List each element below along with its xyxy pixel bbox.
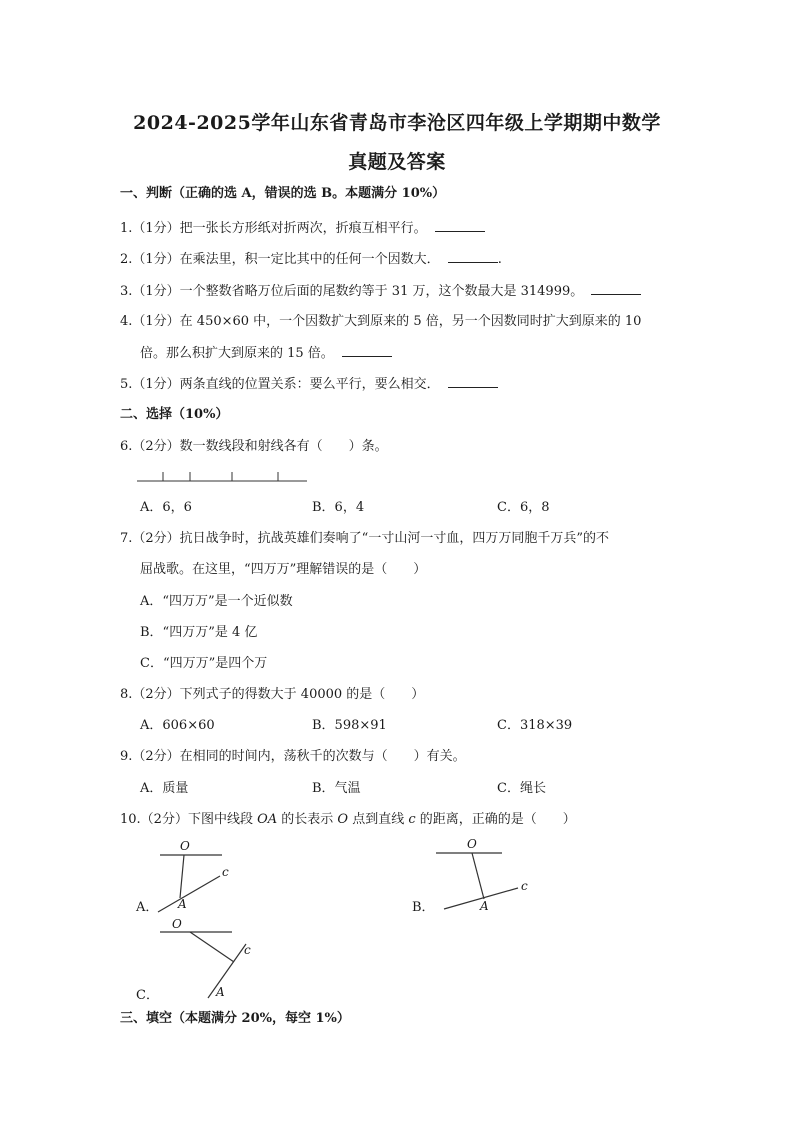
q4-line2 <box>140 344 392 362</box>
q10-option-b[interactable]: B． <box>412 900 435 915</box>
q1 <box>120 219 485 237</box>
fig-c-label-c: c <box>244 943 251 957</box>
doc-title-line2: 真题及答案 <box>348 151 446 173</box>
q10-figure-a <box>150 836 250 916</box>
q10-o: O <box>337 812 349 827</box>
section3-heading: 三、填空（本题满分 20%，每空 1%） <box>120 1011 350 1026</box>
q8-text: 8.（2分）下列式子的得数大于 40000 的是（ ） <box>120 687 425 702</box>
q10-prefix: 10.（2分）下图中线段 <box>120 812 258 827</box>
q9-text: 9.（2分）在相同的时间内，荡秋千的次数与（ ）有关。 <box>120 749 466 764</box>
q5 <box>120 375 498 393</box>
fig-a-label-a: A <box>178 897 187 911</box>
q10-suffix: 的距离，正确的是（ ） <box>415 812 576 827</box>
q7-line2: 屈战歌。在这里，“四万万”理解错误的是（ ） <box>140 562 427 577</box>
fig-b-label-c: c <box>521 879 528 893</box>
q9-option-b[interactable]: B．气温 <box>312 781 361 796</box>
q6-segment-figure <box>135 468 310 486</box>
q6-option-c[interactable]: C．6，8 <box>497 500 550 515</box>
section2-heading: 二、选择（10%） <box>120 407 229 422</box>
fig-b-segment-oa <box>472 853 484 899</box>
q10-oa: OA <box>257 812 278 827</box>
q6-text: 6.（2分）数一数线段和射线各有（ ）条。 <box>120 439 388 454</box>
fig-c-line-c <box>208 944 246 998</box>
q7-option-b[interactable]: B．“四万万”是 4 亿 <box>140 625 258 640</box>
q2-text: 2.（1分）在乘法里，积一定比其中的任何一个因数大． <box>120 252 440 267</box>
q10-mid2: 点到直线 <box>348 812 409 827</box>
fig-b-label-a: A <box>480 899 489 913</box>
q9-option-a[interactable]: A．质量 <box>140 781 189 796</box>
fig-b-label-o: O <box>467 837 477 851</box>
q7-option-a[interactable]: A．“四万万”是一个近似数 <box>140 594 293 609</box>
fig-c-label-a: A <box>216 985 225 999</box>
q10-text <box>120 812 576 828</box>
section1-heading: 一、判断（正确的选 A，错误的选 B。本题满分 10%） <box>120 186 446 201</box>
q3-answer-blank <box>591 282 641 295</box>
q6-option-b[interactable]: B．6，4 <box>312 500 365 515</box>
fig-a-line-c <box>158 876 220 912</box>
q4-line1: 4.（1分）在 450×60 中，一个因数扩大到原来的 5 倍，另一个因数同时扩大到原来的 10 <box>120 314 642 329</box>
q10-figure-c <box>150 914 260 1002</box>
q3 <box>120 282 641 300</box>
q6-option-a[interactable]: A．6，6 <box>140 500 192 515</box>
fig-a-label-c: c <box>222 865 229 879</box>
q2-answer-blank <box>448 250 498 263</box>
q2-tail: . <box>497 252 502 267</box>
fig-a-label-o: O <box>180 839 190 853</box>
q10-mid1: 的长表示 <box>277 812 338 827</box>
q5-answer-blank <box>448 375 498 388</box>
q2 <box>120 250 502 268</box>
q8-option-a[interactable]: A．606×60 <box>140 718 215 733</box>
q10-option-c[interactable]: C． <box>136 988 159 1003</box>
q5-text: 5.（1分）两条直线的位置关系：要么平行，要么相交． <box>120 377 440 392</box>
q4-answer-blank <box>342 344 392 357</box>
q3-text: 3.（1分）一个整数省略万位后面的尾数约等于 31 万，这个数最大是 314999。 <box>120 284 584 299</box>
q8-option-b[interactable]: B．598×91 <box>312 718 387 733</box>
fig-c-label-o: O <box>172 917 182 931</box>
q1-answer-blank <box>435 219 485 232</box>
q7-option-c[interactable]: C．“四万万”是四个万 <box>140 656 268 671</box>
fig-c-segment-oa <box>190 932 234 962</box>
q9-option-c[interactable]: C．绳长 <box>497 781 546 796</box>
q4-text: 倍。那么积扩大到原来的 15 倍。 <box>140 346 334 361</box>
doc-title-line1: 2024-2025学年山东省青岛市李沧区四年级上学期期中数学 <box>133 112 661 134</box>
q10-c: c <box>408 812 416 827</box>
q7-line1: 7.（2分）抗日战争时，抗战英雄们奏响了“一寸山河一寸血，四万万同胞千万兵”的不 <box>120 531 609 546</box>
q10-option-a[interactable]: A． <box>136 900 159 915</box>
q10-figure-b <box>430 836 540 916</box>
fig-a-segment-oa <box>180 855 184 898</box>
q8-option-c[interactable]: C．318×39 <box>497 718 573 733</box>
q1-text: 1.（1分）把一张长方形纸对折两次，折痕互相平行。 <box>120 221 427 236</box>
